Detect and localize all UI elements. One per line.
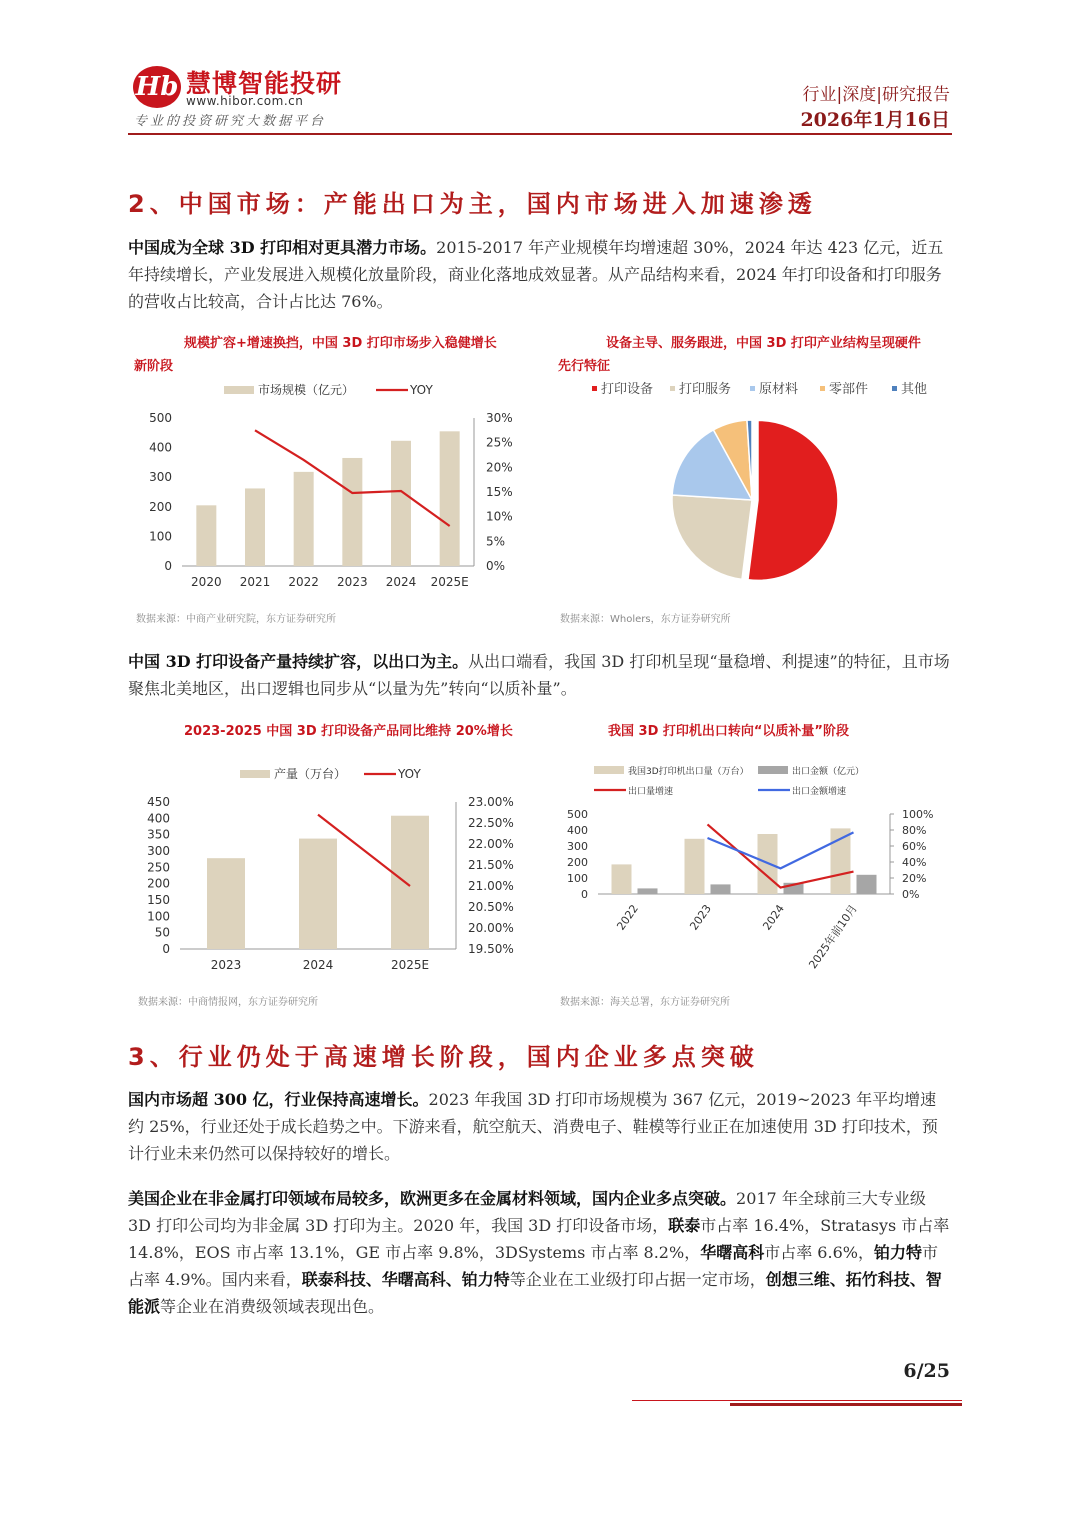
report-date: 2026年1月16日 xyxy=(800,109,950,131)
legend-label: 出口金额（亿元） xyxy=(792,767,865,777)
header-divider xyxy=(128,133,952,135)
paragraph-text: 2017 年全球前三大专业级 3D 打印公司均为非金属 3D 打印为主。2020 年，我国 3D 打印设备市场， xyxy=(128,1189,926,1235)
bar xyxy=(207,858,245,949)
left-tick-label: 100 xyxy=(147,909,170,924)
legend-swatch xyxy=(240,770,270,778)
x-tick-label: 2024 xyxy=(302,958,334,972)
right-tick-label: 22.00% xyxy=(468,837,514,851)
legend-swatch xyxy=(820,386,825,391)
right-tick-label: 5% xyxy=(486,534,506,549)
bar xyxy=(440,431,460,566)
paragraph-text: 市占率 4.9%。国内来看， xyxy=(128,1243,938,1289)
bar xyxy=(711,884,731,894)
bar xyxy=(857,875,877,894)
right-tick-label: 19.50% xyxy=(468,942,514,956)
x-tick-label: 2025E xyxy=(430,575,469,589)
legend-swatch xyxy=(224,386,254,394)
bar xyxy=(294,472,314,566)
left-tick-label: 150 xyxy=(147,893,170,907)
company-name: 铂力特 xyxy=(873,1243,922,1262)
bar xyxy=(612,864,632,894)
x-tick-label: 2022 xyxy=(614,902,641,933)
legend-swatch xyxy=(592,386,597,391)
section-3-paragraph-2 xyxy=(128,1185,952,1320)
company-name: 华曙高科 xyxy=(700,1243,765,1262)
left-tick-label: 200 xyxy=(147,876,170,891)
left-tick-label: 300 xyxy=(147,844,170,858)
chart1-source: 数据来源：中商产业研究院，东方证券研究所 xyxy=(136,614,336,625)
legend-label: 出口金额增速 xyxy=(792,787,847,797)
left-tick-label: 0 xyxy=(581,888,588,901)
section-2-paragraph-2 xyxy=(128,648,952,702)
right-tick-label: 15% xyxy=(486,485,513,499)
paragraph-text: 从出口端看，我国 3D 打印机呈现“量稳增、利提速”的特征，且市场聚焦北美地区，出口逻辑也同步从“以量为先”转向“以质补量”。 xyxy=(128,652,950,698)
right-tick-label: 25% xyxy=(486,435,513,450)
section-3-heading: 3、行业仍处于高速增长阶段，国内企业多点突破 xyxy=(128,1043,759,1071)
left-tick-label: 400 xyxy=(149,440,172,455)
left-tick-label: 0 xyxy=(162,942,170,956)
left-tick-label: 450 xyxy=(147,795,170,809)
right-tick-label: 0% xyxy=(902,888,920,901)
right-tick-label: 22.50% xyxy=(468,816,514,830)
x-tick-label: 2025E xyxy=(390,958,430,972)
left-tick-label: 400 xyxy=(147,811,170,826)
logo-name: 慧博智能投研 xyxy=(186,69,343,98)
right-tick-label: 80% xyxy=(902,824,927,837)
legend-label: 出口量增速 xyxy=(628,787,674,797)
bar xyxy=(391,441,411,566)
paragraph-text: 市占率 16.4%，Stratasys 市占率 14.8%，EOS 市占率 13.1%，GE 市占率 9.8%，3DSystems 市占率 8.2%， xyxy=(128,1216,950,1262)
paragraph-text: 等企业在消费级领域表现出色。 xyxy=(160,1297,385,1316)
legend-swatch xyxy=(892,386,897,391)
bar xyxy=(685,839,705,894)
legend-swatch xyxy=(670,386,675,391)
x-tick-label: 2021 xyxy=(239,575,271,589)
paragraph-lead: 国内市场超 300 亿，行业保持高速增长。 xyxy=(128,1090,429,1109)
footer-line xyxy=(632,1400,962,1401)
right-tick-label: 0% xyxy=(486,559,506,573)
right-tick-label: 23.00% xyxy=(468,795,514,809)
section-3-paragraph-1 xyxy=(128,1086,952,1167)
bar xyxy=(299,839,337,949)
bar xyxy=(342,458,362,566)
x-tick-label: 2023 xyxy=(210,958,242,972)
right-tick-label: 21.00% xyxy=(468,879,514,893)
x-tick-label: 2022 xyxy=(288,575,319,589)
chart4-source: 数据来源：海关总署，东方证券研究所 xyxy=(560,997,730,1008)
section-2-paragraph-1 xyxy=(128,234,952,315)
company-name: 创想三维、拓竹科技、智能派 xyxy=(128,1270,942,1316)
left-tick-label: 350 xyxy=(147,827,170,842)
right-tick-label: 40% xyxy=(902,856,927,869)
legend-label: 我国3D打印机出口量（万台） xyxy=(628,767,749,777)
chart2-title-line1: 设备主导、服务跟进，中国 3D 打印产业结构呈现硬件 xyxy=(606,336,921,351)
legend-label: 市场规模（亿元） xyxy=(258,383,355,397)
logo-icon: Hb xyxy=(133,66,181,108)
bar xyxy=(245,488,265,566)
bar xyxy=(638,888,658,894)
left-tick-label: 0 xyxy=(164,559,172,573)
right-tick-label: 20% xyxy=(902,872,927,885)
x-tick-label: 2023 xyxy=(337,575,368,589)
left-tick-label: 400 xyxy=(567,824,588,837)
legend-label: YOY xyxy=(410,383,433,397)
chart3-title: 2023-2025 中国 3D 打印设备产品同比维持 20%增长 xyxy=(184,724,513,739)
x-tick-label: 2024 xyxy=(760,902,787,933)
right-tick-label: 20.00% xyxy=(468,921,514,935)
left-tick-label: 100 xyxy=(567,872,588,885)
chart2-title-line2: 先行特征 xyxy=(558,359,611,374)
left-tick-label: 500 xyxy=(149,411,172,425)
x-tick-label: 2025年前10月 xyxy=(806,902,860,972)
footer-line-accent xyxy=(730,1403,962,1406)
paragraph-lead: 中国 3D 打印设备产量持续扩容，以出口为主。 xyxy=(128,652,469,671)
chart1-title-line1: 规模扩容+增速换挡，中国 3D 打印市场步入稳健增长 xyxy=(184,336,497,351)
company-name: 联泰科技、华曙高科、铂力特 xyxy=(301,1270,510,1289)
paragraph-lead: 中国成为全球 3D 打印相对更具潜力市场。 xyxy=(128,238,437,257)
x-tick-label: 2020 xyxy=(191,575,222,589)
left-tick-label: 300 xyxy=(149,470,172,485)
legend-swatch xyxy=(758,766,788,774)
paragraph-text: 等企业在工业级打印占据一定市场， xyxy=(509,1270,766,1289)
legend-swatch xyxy=(594,766,624,774)
chart2 xyxy=(556,372,956,592)
legend-label: 零部件 xyxy=(829,382,869,397)
x-tick-label: 2023 xyxy=(687,902,714,933)
paragraph-text: 2015-2017 年产业规模年均增速超 30%，2024 年达 423 亿元，近五年持续增长，产业发展进入规模化放量阶段，商业化落地成效显著。从产品结构来看，2024 年打印设备和打印服务的营收占比较高，合计占比达 76%。 xyxy=(128,238,944,311)
paragraph-text: 市占率 6.6%， xyxy=(764,1243,874,1262)
report-type: 行业|深度|研究报告 xyxy=(802,85,950,105)
right-tick-label: 10% xyxy=(486,509,513,524)
right-tick-label: 20.50% xyxy=(468,900,514,914)
legend-swatch xyxy=(750,386,755,391)
paragraph-lead: 美国企业在非金属打印领域布局较多，欧洲更多在金属材料领域，国内企业多点突破。 xyxy=(128,1189,737,1208)
left-tick-label: 100 xyxy=(149,529,172,544)
legend-label: 打印服务 xyxy=(679,382,732,397)
chart4-title: 我国 3D 打印机出口转向“以质补量”阶段 xyxy=(608,724,849,739)
legend-label: YOY xyxy=(398,767,421,781)
section-2-heading: 2、中国市场：产能出口为主，国内市场进入加速渗透 xyxy=(128,190,817,218)
chart1 xyxy=(128,372,538,602)
legend-label: 其他 xyxy=(901,382,928,397)
chart1-title-line2: 新阶段 xyxy=(134,359,174,374)
chart3 xyxy=(128,756,538,976)
x-tick-label: 2024 xyxy=(385,575,417,589)
page-number: 6/25 xyxy=(903,1360,950,1382)
chart3-source: 数据来源：中商情报网，东方证券研究所 xyxy=(138,997,318,1008)
left-tick-label: 200 xyxy=(149,499,172,514)
pie-slice xyxy=(672,495,752,579)
bar xyxy=(391,816,429,949)
legend-label: 原材料 xyxy=(759,382,799,397)
right-tick-label: 100% xyxy=(902,808,934,821)
bar xyxy=(196,505,216,566)
right-tick-label: 20% xyxy=(486,460,513,475)
left-tick-label: 500 xyxy=(567,808,588,821)
left-tick-label: 50 xyxy=(154,925,170,940)
pie-slice xyxy=(748,420,838,580)
logo-url[interactable]: www.hibor.com.cn xyxy=(186,94,304,108)
company-name: 联泰 xyxy=(668,1216,701,1235)
right-tick-label: 21.50% xyxy=(468,858,514,872)
left-tick-label: 200 xyxy=(567,856,588,869)
left-tick-label: 250 xyxy=(147,860,170,875)
right-tick-label: 30% xyxy=(486,411,513,425)
legend-label: 产量（万台） xyxy=(274,767,347,781)
chart2-source: 数据来源：Wholers，东方证券研究所 xyxy=(560,614,731,625)
chart4 xyxy=(556,756,956,982)
paragraph-text: 2023 年我国 3D 打印市场规模为 367 亿元，2019~2023 年平均增速约 25%，行业还处于成长趋势之中。下游来看，航空航天、消费电子、鞋模等行业正在加速使用 3D 打印技术，预计行业未来仍然可以保持较好的增长。 xyxy=(128,1090,938,1163)
right-tick-label: 60% xyxy=(902,840,927,853)
legend-label: 打印设备 xyxy=(601,382,654,397)
logo-slogan: 专业的投资研究大数据平台 xyxy=(134,114,327,129)
left-tick-label: 300 xyxy=(567,840,588,853)
